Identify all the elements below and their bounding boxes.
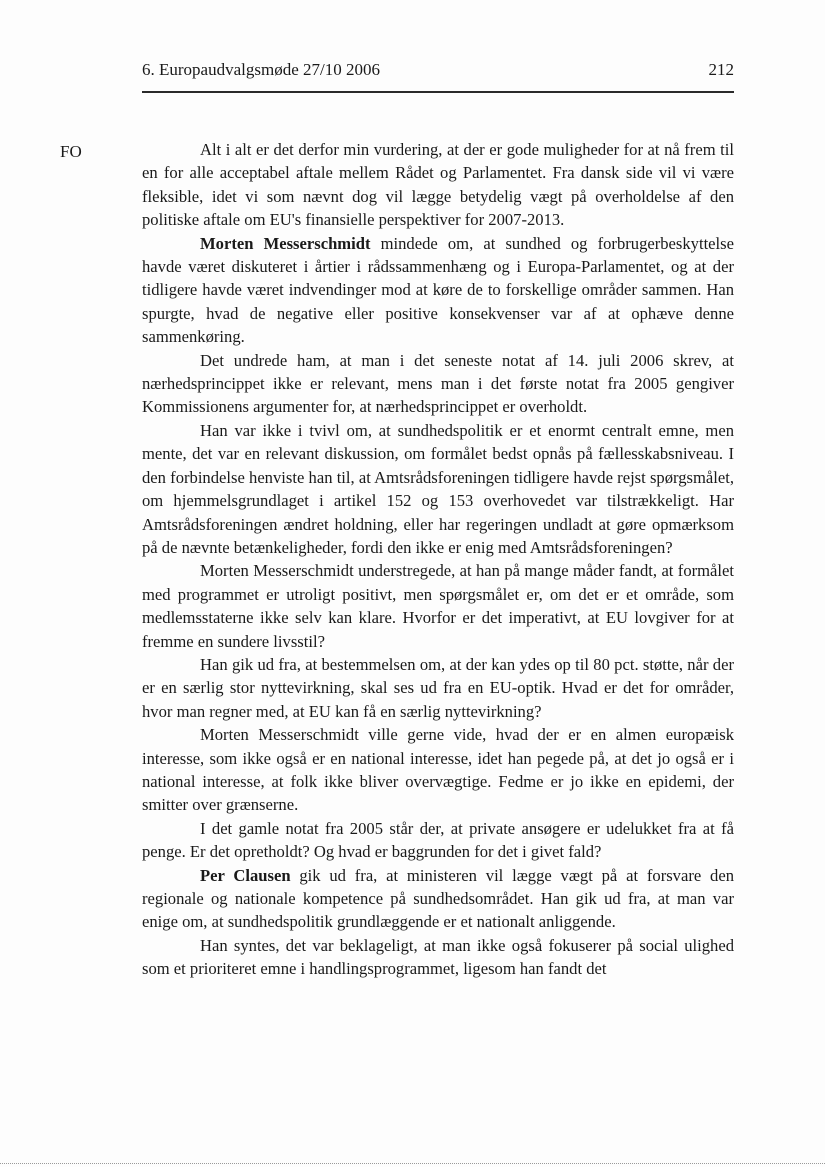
paragraph-text: Det undrede ham, at man i det seneste notat af 14. juli 2006 skrev, at nærhedsprincippet ikke er relevant, mens man i det første notat fra 2005 gengiver Kommissionens argumenter for, at nærhedsprincippet er overholdt. xyxy=(142,350,734,417)
paragraph-text: Han gik ud fra, at bestemmelsen om, at der kan ydes op til 80 pct. støtte, når der er en særlig stor nyttevirkning, skal ses ud fra en EU-optik. Hvad er det for områder, hvor man regner med, at EU kan få en særlig nyttevirkning? xyxy=(142,654,734,721)
paragraph-text: I det gamle notat fra 2005 står der, at private ansøgere er udelukket fra at få penge. Er det opretholdt? Og hvad er baggrunden for det i givet fald? xyxy=(142,818,734,862)
paragraph xyxy=(142,138,734,232)
margin-tag: FO xyxy=(60,142,82,161)
paragraph-text: Morten Messerschmidt understregede, at han på mange måder fandt, at formålet med programmet er utroligt positivt, men spørgsmålet er, om det er et område, som medlemsstaterne ikke selv kan klare. Hvorfor er det imperativt, at EU lovgiver for at fremme en sundere livsstil? xyxy=(142,561,734,651)
speaker-name: Morten Messerschmidt xyxy=(200,233,371,253)
page-header xyxy=(142,60,734,88)
paragraph-text: mindede om, at sundhed og forbrugerbeskyttelse havde været diskuteret i årtier i rådssammenhæng og i Europa-Parlamentet, og at der tidligere havde været indvendinger mod at køre de to forskellige områder sammen. Han spurgte, hvad de negative eller positive konsekvenser var af at ophæve denne sammenkøring. xyxy=(142,233,734,347)
paragraph-text: Alt i alt er det derfor min vurdering, at der er gode muligheder for at nå frem til en for alle acceptabel aftale mellem Rådet og Parlamentet. Fra dansk side vil vi være fleksible, idet vi som nævnt dog vil lægge betydelig vægt på overholdelse af den politiske aftale om EU's finansielle perspektiver for 2007-2013. xyxy=(142,140,734,230)
speaker-name: Per Clausen xyxy=(200,865,291,885)
paragraph xyxy=(142,232,734,349)
paragraph xyxy=(142,349,734,419)
scan-bottom-edge xyxy=(0,1163,825,1164)
document-body xyxy=(142,138,734,981)
paragraph-text: Morten Messerschmidt ville gerne vide, hvad der er en almen europæisk interesse, som ikke også er en national interesse, idet han pegede på, at det jo også er i national interesse, at folk ikke bliver overvægtige. Fedme er jo ikke en epidemi, der smitter over grænserne. xyxy=(142,725,734,815)
header-divider xyxy=(142,91,734,93)
page-number: 212 xyxy=(708,60,734,79)
paragraph-text: Han syntes, det var beklageligt, at man ikke også fokuserer på social ulighed som et prioriteret emne i handlingsprogrammet, ligesom han fandt det xyxy=(142,935,734,979)
header-title: 6. Europaudvalgsmøde 27/10 2006 xyxy=(142,60,380,79)
paragraph xyxy=(142,723,734,817)
paragraph xyxy=(142,934,734,981)
paragraph xyxy=(142,864,734,934)
paragraph-text: Han var ikke i tvivl om, at sundhedspolitik er et enormt centralt emne, men mente, det var en relevant diskussion, om formålet bedst opnås på fællesskabsniveau. I den forbindelse henviste han til, at Amtsrådsforeningen tidligere havde rejst spørgsmålet, om hjemmelsgrundlaget i artikel 152 og 153 overhovedet var tilstrækkeligt. Har Amtsrådsforeningen ændret holdning, eller har regeringen undladt at gøre opmærksom på de nævnte betænkeligheder, fordi den ikke er enig med Amtsrådsforeningen? xyxy=(142,420,734,557)
paragraph xyxy=(142,559,734,653)
paragraph xyxy=(142,817,734,864)
paragraph-text: gik ud fra, at ministeren vil lægge vægt på at forsvare den regionale og nationale kompetence på sundhedsområdet. Han gik ud fra, at man var enige om, at sundhedspolitik grundlæggende er et nationalt anliggende. xyxy=(142,865,734,932)
paragraph xyxy=(142,653,734,723)
paragraph xyxy=(142,419,734,559)
